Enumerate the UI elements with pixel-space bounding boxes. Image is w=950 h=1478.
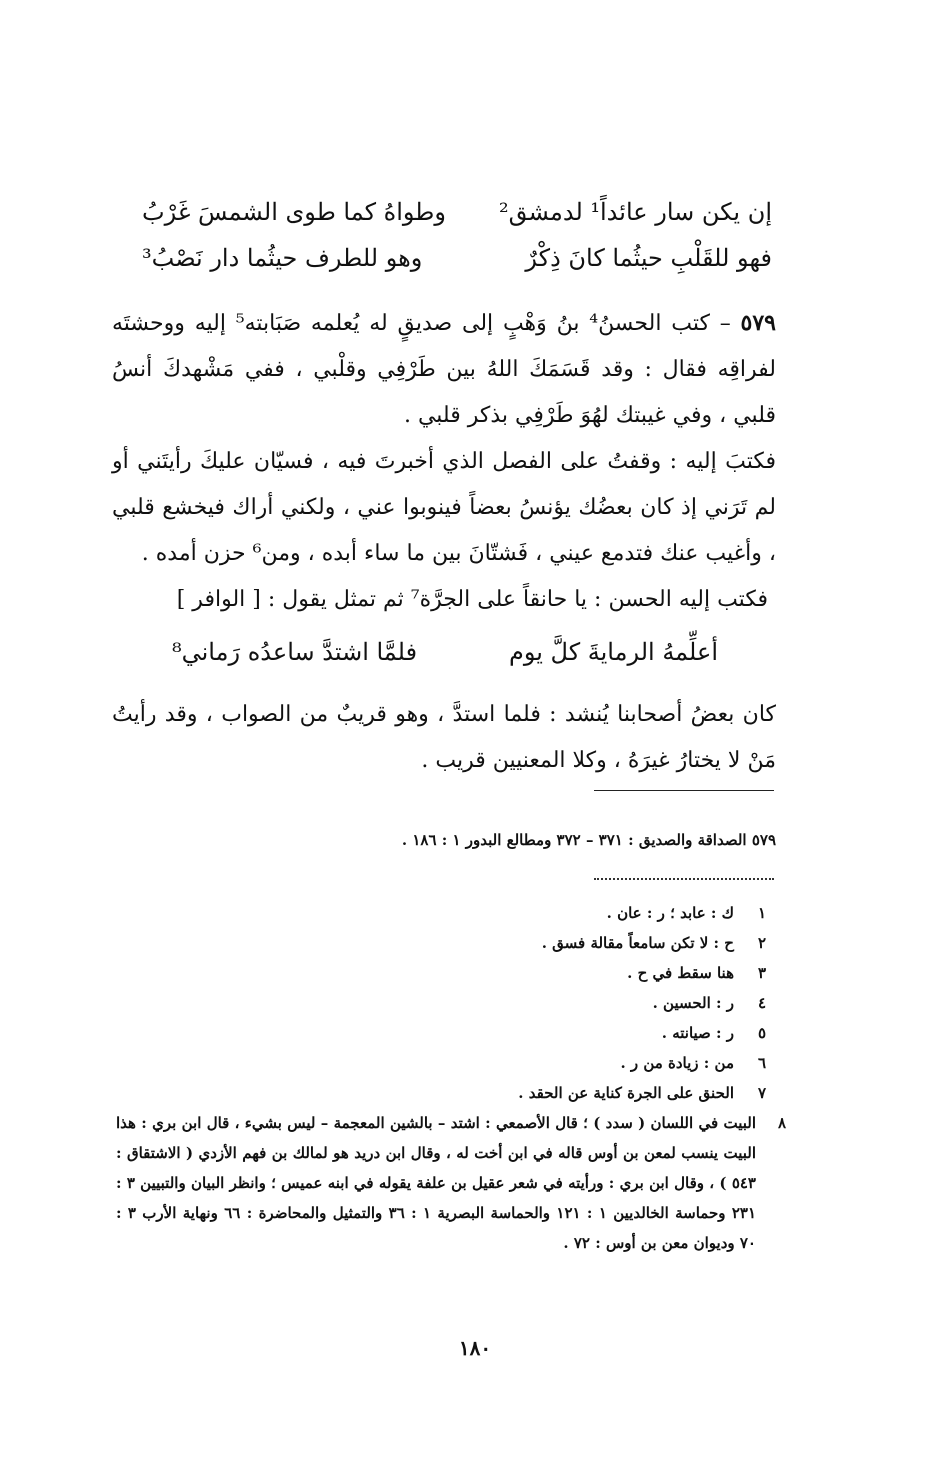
quoted-verse	[172, 636, 718, 668]
footnote-item	[112, 928, 772, 958]
footnote-text: هنا سقط في ح .	[627, 964, 734, 982]
footnote-text: ر : الحسين .	[652, 994, 734, 1012]
footnote-number: ٨	[777, 1114, 786, 1132]
entry-number: ٥٧٩	[740, 310, 776, 336]
quoted-verse-first-hemistich: أعلِّمهُ الرمايةَ كلَّ يوم	[508, 638, 718, 666]
footnote-number: ٧	[757, 1084, 767, 1102]
footnotes-list	[112, 898, 786, 1258]
verse-2-second-hemistich: وهو للطرف حيثُما دار نَصْبُ³	[142, 244, 423, 272]
footnote-item	[112, 958, 772, 988]
footnote-text: ر : صيانته .	[661, 1024, 734, 1042]
entry-paragraph-1-text: – كتب الحسنُ⁴ بنُ وَهْبٍ إلى صديقٍ له يُعلمه صَبَابته⁵ إليه ووحشتَه لفراقِه فقال : وقد قَسَمَكَ اللهُ بين طَرْفِي وقلْبي ، ففي مَشْهدكَ أنسُ قلبي ، وفي غيبتك لهُوَ طَرْفِي بذكر قلبي .	[112, 311, 776, 428]
dotted-separator	[594, 878, 774, 880]
footnote-number: ٦	[757, 1054, 767, 1072]
footnote-number: ٤	[757, 994, 767, 1012]
footnote-number: ٥	[757, 1024, 767, 1042]
footnote-text: البيت في اللسان ( سدد ) ؛ قال الأصمعي : اشتد – بالشين المعجمة – ليس بشيء ، قال ابن بري : هذا البيت ينسب لمعن بن أوس قاله في ابن أخت له ، وقال ابن دريد هو لمالك بن فهم الأزدي ( الاشتقاق : ٥٤٣ ) ، وقال ابن بري : ورأيته في شعر عقيل بن علفة يقوله في ابنه عميس ؛ وانظر البيان والتبيين ٣ : ٢٣١ وحماسة الخالديين ١ : ١٢١ والحماسة البصرية ١ : ٣٦ والتمثيل والمحاضرة : ٦٦ ونهاية الأرب ٣ : ٧٠ وديوان معن بن أوس : ٧٢ .	[116, 1114, 757, 1252]
source-note	[112, 826, 776, 854]
verse-2-first-hemistich: فهو للقَلْبِ حيثُما كانَ ذِكْرٌ	[525, 244, 772, 272]
footnote-number: ١	[757, 904, 767, 922]
footnote-item	[116, 1108, 786, 1258]
footnote-item	[112, 988, 772, 1018]
footnote-number: ٢	[757, 934, 767, 952]
verse-1-second-hemistich: وطواهُ كما طوى الشمسَ غَرْبُ	[142, 198, 446, 226]
footnote-number: ٣	[757, 964, 767, 982]
closing-paragraph-text: كان بعضُ أصحابنا يُنشد : فلما استدَّ ، وهو قريبٌ من الصواب ، وقد رأيتُ مَنْ لا يختارُ غيرَهُ ، وكلا المعنيين قريب .	[112, 702, 776, 773]
footnote-item	[112, 1018, 772, 1048]
footnote-text: ك : عابد ؛ ر : عان .	[606, 904, 734, 922]
verse-line-2	[142, 242, 772, 274]
footnote-item	[112, 898, 772, 928]
source-note-text: الصداقة والصديق : ٣٧١ – ٣٧٢ ومطالع البدور ١ : ١٨٦ .	[401, 831, 752, 849]
entry-paragraph-2: فكتبَ إليه : وقفتُ على الفصل الذي أخبرتَ فيه ، فسيّان عليكَ رأيتَني أو لم تَرَني إذ كان بعضُك يؤنسُ بعضاً فينوبوا عني ، ولكني أراك فيخشع قلبي ، وأغيب عنك فتدمع عيني ، فَشتّانَ بين ما ساء أبده ، ومن⁶ حزن أمده .	[112, 449, 776, 566]
footnote-separator	[594, 790, 774, 791]
footnote-item	[112, 1078, 772, 1108]
footnote-text: ح : لا تكن سامعاً مقالة فسق .	[541, 934, 734, 952]
footnote-item	[112, 1048, 772, 1078]
entry-579-text	[112, 300, 776, 623]
page-number: ١٨٠	[458, 1336, 492, 1360]
footnote-text: من : زيادة من ر .	[620, 1054, 734, 1072]
closing-paragraph	[112, 692, 776, 784]
quoted-verse-second-hemistich: فلمَّا اشتدَّ ساعدُه رَماني⁸	[172, 638, 418, 666]
source-note-number: ٥٧٩	[751, 831, 776, 849]
verse-1-first-hemistich: إن يكن سار عائداً¹ لدمشق²	[498, 198, 772, 226]
verse-line-1	[142, 196, 772, 228]
entry-paragraph-1	[112, 300, 776, 439]
footnote-text: الحنق على الجرة كناية عن الحقد .	[518, 1084, 734, 1102]
entry-paragraph-3: فكتب إليه الحسن : يا حانقاً على الجرَّة⁷ ثم تمثل يقول : [ الوافر ]	[176, 587, 768, 612]
